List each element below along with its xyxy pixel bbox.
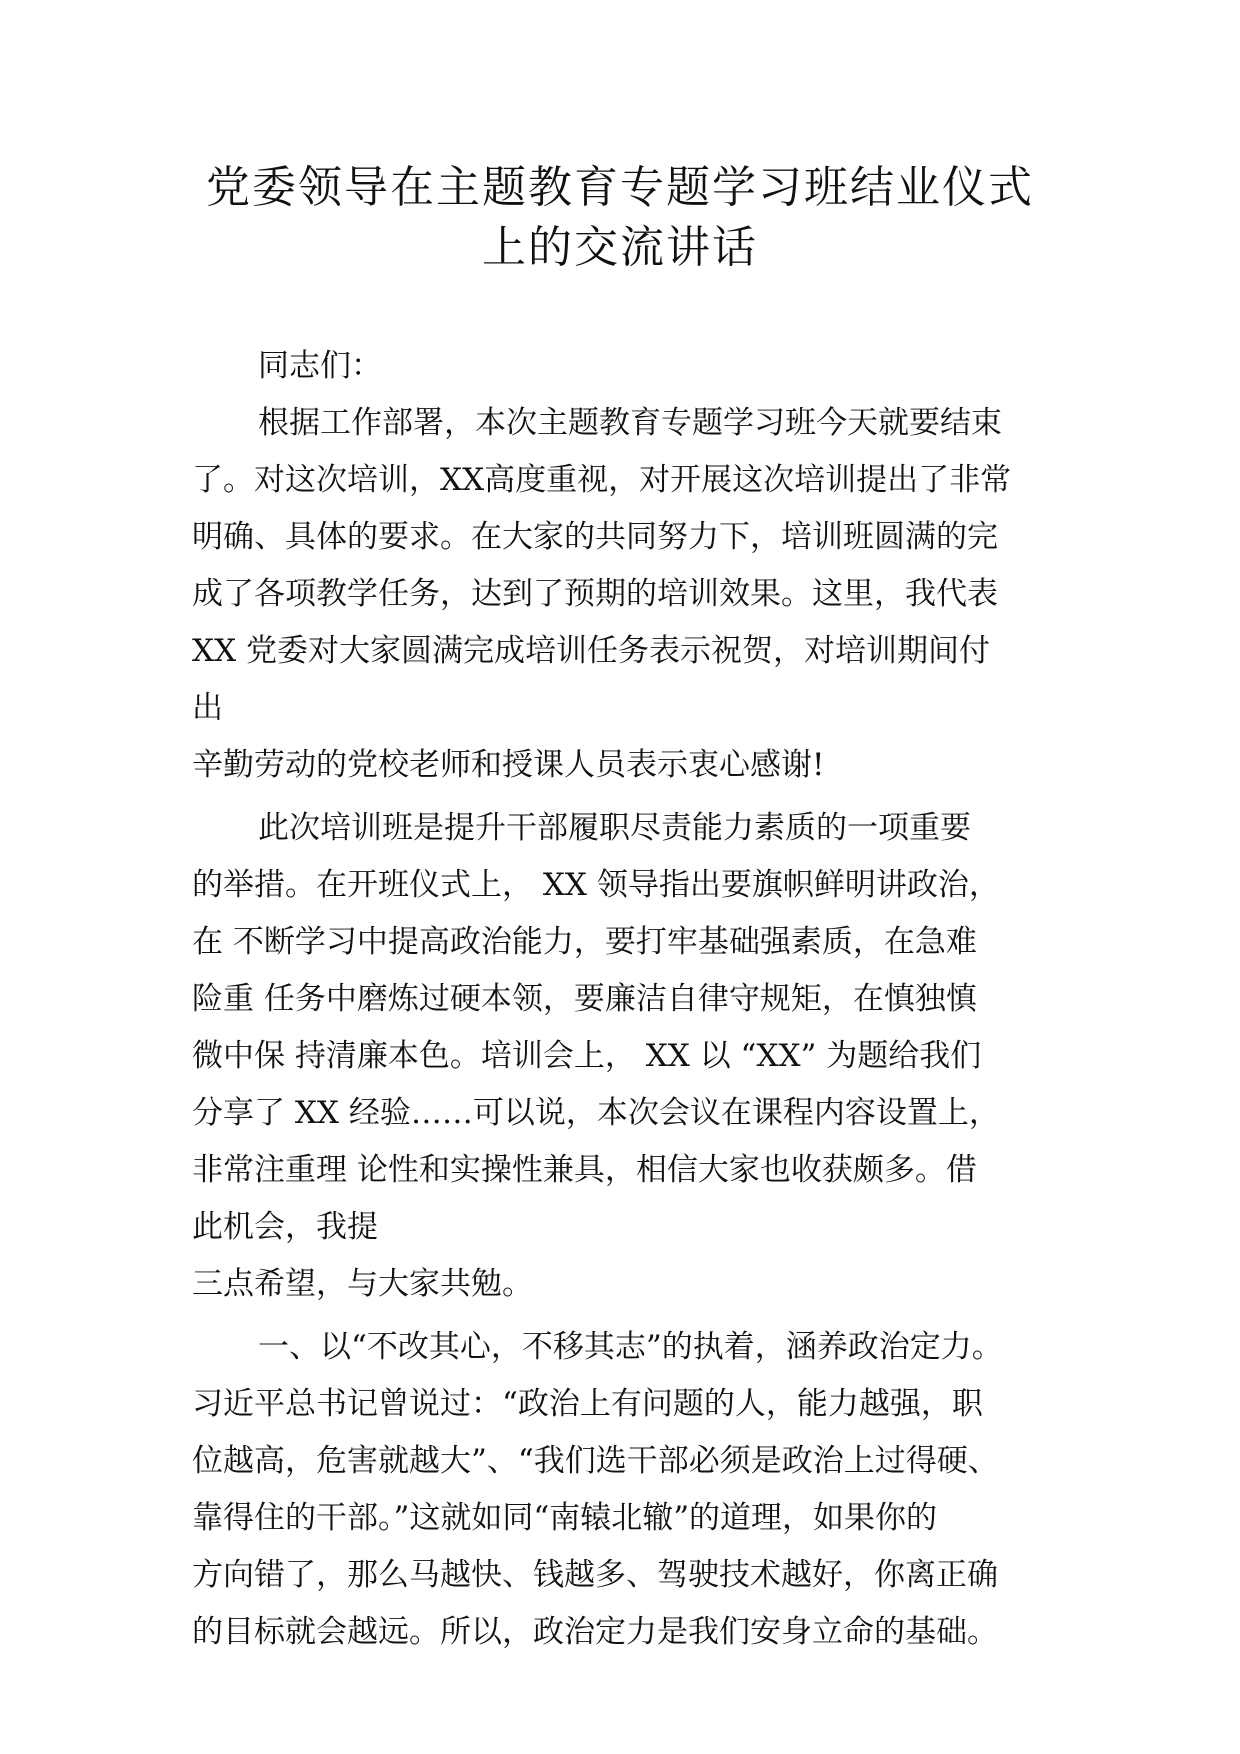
paragraph-2	[192, 800, 1062, 1313]
title-line: 党委领导在主题教育专题学习班结业仪式	[206, 162, 1034, 213]
paragraph-line: XX 党委对大家圆满完成培训任务表示祝贺，对培训期间付	[192, 633, 990, 669]
paragraph-line: 明确、具体的要求。在大家的共同努力下，培训班圆满的完	[192, 519, 998, 555]
paragraph-line: 分享了 XX 经验……可以说，本次会议在课程内容设置上，	[192, 1095, 1000, 1131]
paragraph-line: 的举措。在开班仪式上， XX 领导指出要旗帜鲜明讲政治，	[192, 867, 1000, 903]
paragraph-line: 位越高，危害就越大”、“我们选干部必须是政治上过得硬、	[192, 1443, 999, 1479]
paragraph-line: 成了各项教学任务，达到了预期的培训效果。这里，我代表	[192, 576, 998, 612]
paragraph-line: 习近平总书记曾说过：“政治上有问题的人，能力越强，职	[192, 1386, 983, 1422]
document-title	[150, 158, 1090, 278]
paragraph-line: 的目标就会越远。所以，政治定力是我们安身立命的基础。	[192, 1614, 998, 1650]
paragraph-line: 非常注重理 论性和实操性兼具，相信大家也收获颇多。借	[192, 1152, 977, 1188]
title-line: 上的交流讲话	[482, 222, 758, 273]
paragraph-line: 此机会，我提	[192, 1209, 378, 1245]
paragraph-line: 根据工作部署，本次主题教育专题学习班今天就要结束	[258, 405, 1002, 441]
paragraph-line: 险重 任务中磨炼过硬本领，要廉洁自律守规矩，在慎独慎	[192, 981, 977, 1017]
paragraph-line: 辛勤劳动的党校老师和授课人员表示衷心感谢!	[192, 747, 825, 783]
paragraph-line: 靠得住的干部。”这就如同“南辕北辙”的道理，如果你的	[192, 1500, 938, 1536]
paragraph-line: 一、以“不改其心，不移其志”的执着，涵养政治定力。	[258, 1329, 1003, 1365]
paragraph-line: 微中保 持清廉本色。培训会上， XX 以 “XX” 为题给我们	[192, 1038, 982, 1074]
salutation: 同志们：	[258, 348, 382, 384]
paragraph-line: 三点希望，与大家共勉。	[192, 1266, 533, 1302]
paragraph-line: 在 不断学习中提高政治能力，要打牢基础强素质，在急难	[192, 924, 977, 960]
paragraph-line: 出	[192, 690, 223, 726]
paragraph-3	[192, 1319, 1062, 1661]
paragraph-line: 此次培训班是提升干部履职尽责能力素质的一项重要	[258, 810, 971, 846]
document-body	[192, 338, 1062, 1661]
paragraph-1	[192, 395, 1062, 794]
paragraph-line: 了。对这次培训，XX高度重视，对开展这次培训提出了非常	[192, 462, 1012, 498]
paragraph-line: 方向错了，那么马越快、钱越多、驾驶技术越好，你离正确	[192, 1557, 998, 1593]
